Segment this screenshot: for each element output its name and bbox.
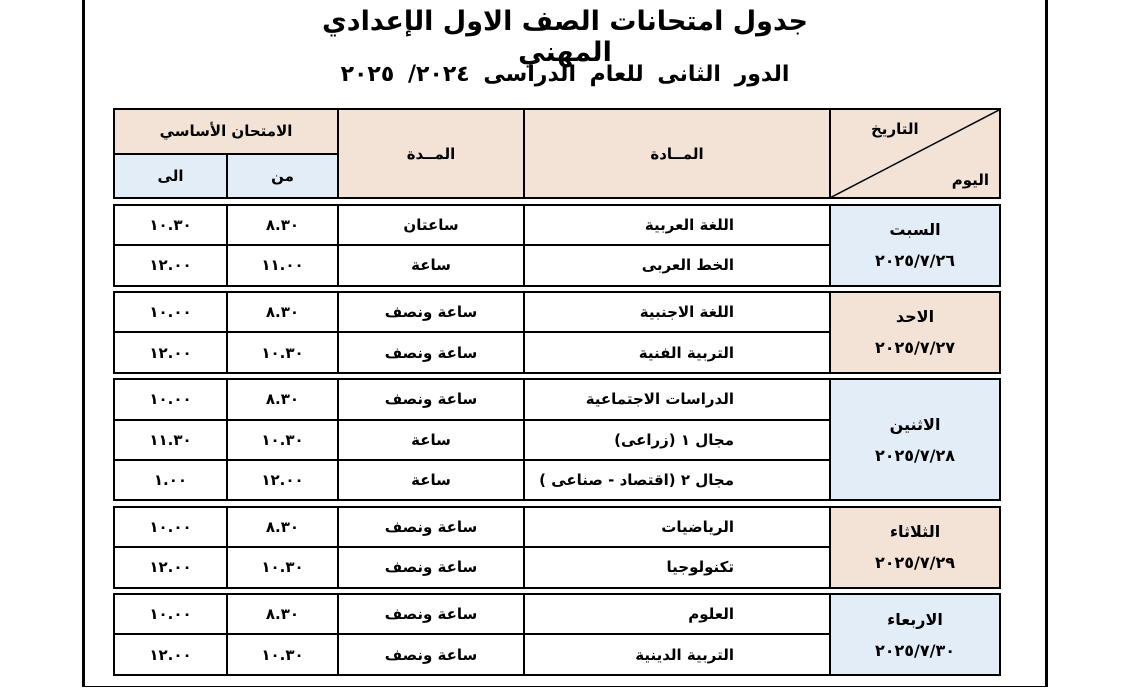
day-date: ٢٠٢٥/٧/٢٩ — [874, 553, 956, 573]
day-date: ٢٠٢٥/٧/٢٧ — [874, 338, 956, 358]
day-cell — [830, 507, 1000, 588]
from-cell: ١٠.٣٠ — [227, 634, 338, 675]
from-cell: ٨.٣٠ — [227, 379, 338, 419]
duration-cell: ساعة ونصف — [338, 547, 524, 587]
table-row — [114, 594, 1000, 634]
table-row — [114, 292, 1000, 332]
day-name: الاثنين — [889, 414, 941, 434]
day-date: ٢٠٢٥/٧/٢٦ — [874, 251, 956, 271]
to-cell: ١١.٣٠ — [114, 420, 227, 460]
table-row — [114, 379, 1000, 419]
to-cell: ١٠.٠٠ — [114, 594, 227, 634]
date-label: التاريخ — [871, 120, 919, 138]
duration-cell: ساعة ونصف — [338, 332, 524, 372]
day-label: اليوم — [951, 171, 989, 190]
duration-cell: ساعة ونصف — [338, 292, 524, 332]
subject-cell: الرياضيات — [524, 507, 830, 547]
to-cell: ١٠.٣٠ — [114, 205, 227, 245]
from-cell: ١٠.٣٠ — [227, 420, 338, 460]
duration-cell: ساعة ونصف — [338, 594, 524, 634]
duration-cell: ساعة — [338, 420, 524, 460]
subject-cell: تكنولوجيا — [524, 547, 830, 587]
from-cell: ٨.٣٠ — [227, 507, 338, 547]
day-name: الثلاثاء — [889, 522, 941, 542]
table-row — [114, 507, 1000, 547]
day-date: ٢٠٢٥/٧/٣٠ — [874, 640, 956, 660]
table-row — [114, 205, 1000, 245]
day-cell — [830, 379, 1000, 500]
from-cell: ٨.٣٠ — [227, 205, 338, 245]
page-subtitle: الدور الثانى للعام الدراسى ٢٠٢٤/ ٢٠٢٥ — [340, 62, 790, 87]
duration-cell: ساعة ونصف — [338, 379, 524, 419]
day-name: السبت — [889, 220, 941, 240]
subject-cell: الخط العربى — [524, 245, 830, 285]
from-header: من — [227, 154, 338, 199]
to-cell: ١٠.٠٠ — [114, 292, 227, 332]
from-cell: ٨.٣٠ — [227, 594, 338, 634]
subject-cell: مجال ١ (زراعى) — [524, 420, 830, 460]
from-cell: ١٠.٣٠ — [227, 332, 338, 372]
duration-header: المــدة — [338, 109, 524, 198]
to-cell: ١.٠٠ — [114, 460, 227, 500]
date-day-header — [830, 109, 1000, 198]
day-cell — [830, 292, 1000, 373]
day-name: الاربعاء — [887, 609, 943, 629]
day-date: ٢٠٢٥/٧/٢٨ — [874, 445, 956, 465]
subject-cell: التربية الفنية — [524, 332, 830, 372]
subject-cell: الدراسات الاجتماعية — [524, 379, 830, 419]
to-cell: ١٢.٠٠ — [114, 547, 227, 587]
exam-header: الامتحان الأساسي — [114, 109, 338, 154]
day-cell — [830, 205, 1000, 286]
to-cell: ١٢.٠٠ — [114, 332, 227, 372]
from-cell: ١١.٠٠ — [227, 245, 338, 285]
subject-cell: العلوم — [524, 594, 830, 634]
page-title: جدول امتحانات الصف الاول الإعدادي المهني — [321, 6, 808, 68]
duration-cell: ساعة ونصف — [338, 507, 524, 547]
duration-cell: ساعة ونصف — [338, 634, 524, 675]
subject-header: المــادة — [524, 109, 830, 198]
day-cell — [830, 594, 1000, 675]
exam-schedule-table — [113, 108, 1001, 676]
to-cell: ١٠.٠٠ — [114, 507, 227, 547]
to-cell: ١٢.٠٠ — [114, 245, 227, 285]
from-cell: ٨.٣٠ — [227, 292, 338, 332]
day-name: الاحد — [895, 307, 935, 327]
table-header-row — [114, 109, 1000, 154]
subject-cell: التربية الدينية — [524, 634, 830, 675]
subject-cell: اللغة العربية — [524, 205, 830, 245]
to-header: الى — [114, 154, 227, 199]
to-cell: ١٢.٠٠ — [114, 634, 227, 675]
from-cell: ١٢.٠٠ — [227, 460, 338, 500]
subject-cell: مجال ٢ (اقتصاد - صناعى ) — [524, 460, 830, 500]
subject-cell: اللغة الاجنبية — [524, 292, 830, 332]
duration-cell: ساعتان — [338, 205, 524, 245]
duration-cell: ساعة — [338, 245, 524, 285]
from-cell: ١٠.٣٠ — [227, 547, 338, 587]
to-cell: ١٠.٠٠ — [114, 379, 227, 419]
duration-cell: ساعة — [338, 460, 524, 500]
